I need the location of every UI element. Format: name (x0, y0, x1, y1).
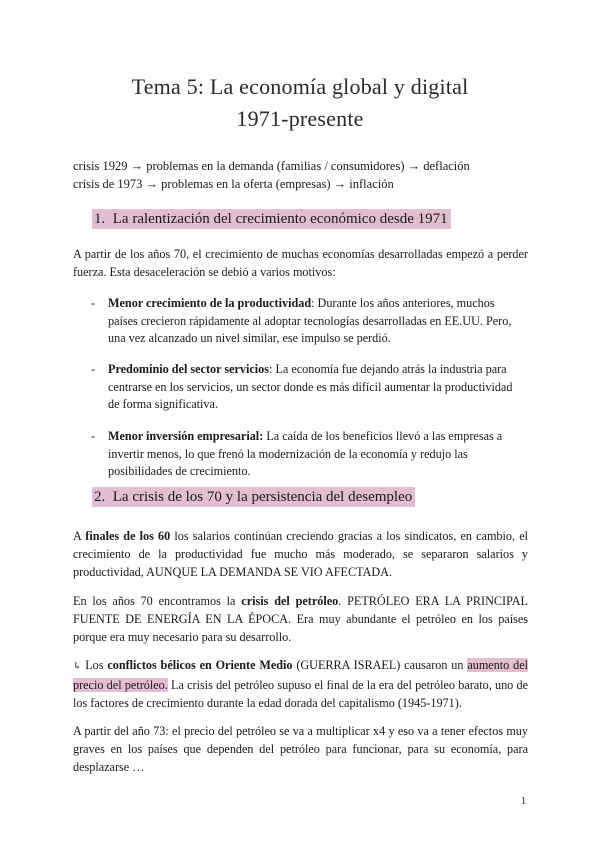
bullet-dash: - (91, 362, 96, 376)
bullet-bold: Predominio del sector servicios (108, 362, 270, 376)
intro-line-1973: crisis de 1973 → problemas en la oferta (empresas) → inflación (73, 177, 394, 191)
page-subtitle: 1971-presente (236, 106, 364, 131)
bullet-bold: Menor crecimiento de la productividad (108, 296, 312, 310)
section-2-paragraph-1 (73, 527, 528, 581)
intro-line-1929: crisis 1929 → problemas en la demanda (familias / consumidores) → deflación (73, 159, 470, 173)
bold-run: conflictos bélicos en Oriente Medio (107, 658, 293, 672)
bullet-text: : La economía fue dejando atrás la industria para centrarse en los servicios, un sector donde es más difícil aumentar la productividad de forma significativa. (108, 362, 513, 412)
section-1-title: La ralentización del crecimiento económico desde 1971 (112, 211, 448, 227)
text-run: A (73, 529, 86, 543)
list-item (91, 428, 526, 481)
section-2-paragraph-3 (73, 656, 528, 712)
page-title: Tema 5: La economía global y digital (131, 74, 469, 99)
text-run: . PETRÓLEO ERA LA PRINCIPAL FUENTE DE ENERGÍA EN LA ÉPOCA. Era muy abundante el petróleo en los países porque era muy necesario para su desarrollo. (73, 594, 528, 644)
text-run: Los (81, 658, 108, 672)
bullet-dash: - (91, 296, 96, 310)
text-run: los salarios continúan creciendo gracias a los sindicatos, en cambio, el crecimiento de la productividad fue mucho más moderado, se separaron salarios y productividad, AUNQUE LA DEMANDA SE VIO AFECTADA. (73, 529, 529, 579)
text-run: En los años 70 encontramos la (73, 594, 242, 608)
section-1-paragraph: A partir de los años 70, el crecimiento de muchas economías desarrolladas empezó a perder fuerza. Esta desaceleración se debió a varios motivos: (73, 247, 528, 279)
highlighted-run: aumento del precio del petróleo. (73, 658, 528, 692)
section-2-number: 2. (94, 489, 106, 505)
bullet-dash: - (91, 429, 96, 443)
section-2-heading (92, 489, 415, 506)
bullet-text: : Durante los años anteriores, muchos países crecieron rápidamente al adoptar tecnologías desarrolladas en EE.UU. Pero, una vez alcanzado un nivel similar, ese impulso se perdió. (108, 296, 512, 346)
bullet-bold: Menor inversión empresarial: (108, 429, 264, 443)
list-item (91, 361, 526, 414)
text-run: (GUERRA ISRAEL) causaron un (292, 658, 468, 672)
section-1-number: 1. (94, 211, 106, 227)
bullet-text: La caída de los beneficios llevó a las empresas a invertir menos, lo que frenó la modernización de la economía y redujo las posibilidades de crecimiento. (108, 429, 503, 479)
bold-run: crisis del petróleo (241, 594, 339, 608)
section-2-title: La crisis de los 70 y la persistencia del desempleo (112, 489, 413, 505)
bold-run: finales de los 60 (85, 529, 171, 543)
section-1-heading (92, 211, 451, 228)
page-number: 1 (521, 796, 526, 807)
section-2-paragraph-2 (73, 592, 528, 646)
text-run: La crisis del petróleo supuso el final de la era del petróleo barato, uno de los factores de crecimiento durante la edad dorada del capitalismo (1945-1971). (73, 678, 528, 710)
arrow-icon: ↳ (73, 661, 82, 672)
list-item (91, 295, 526, 348)
section-2-paragraph-4: A partir del año 73: el precio del petróleo se va a multiplicar x4 y eso va a tener efectos muy graves en los países que dependen del petróleo para funcionar, para su economía, para desplazarse … (73, 724, 528, 774)
